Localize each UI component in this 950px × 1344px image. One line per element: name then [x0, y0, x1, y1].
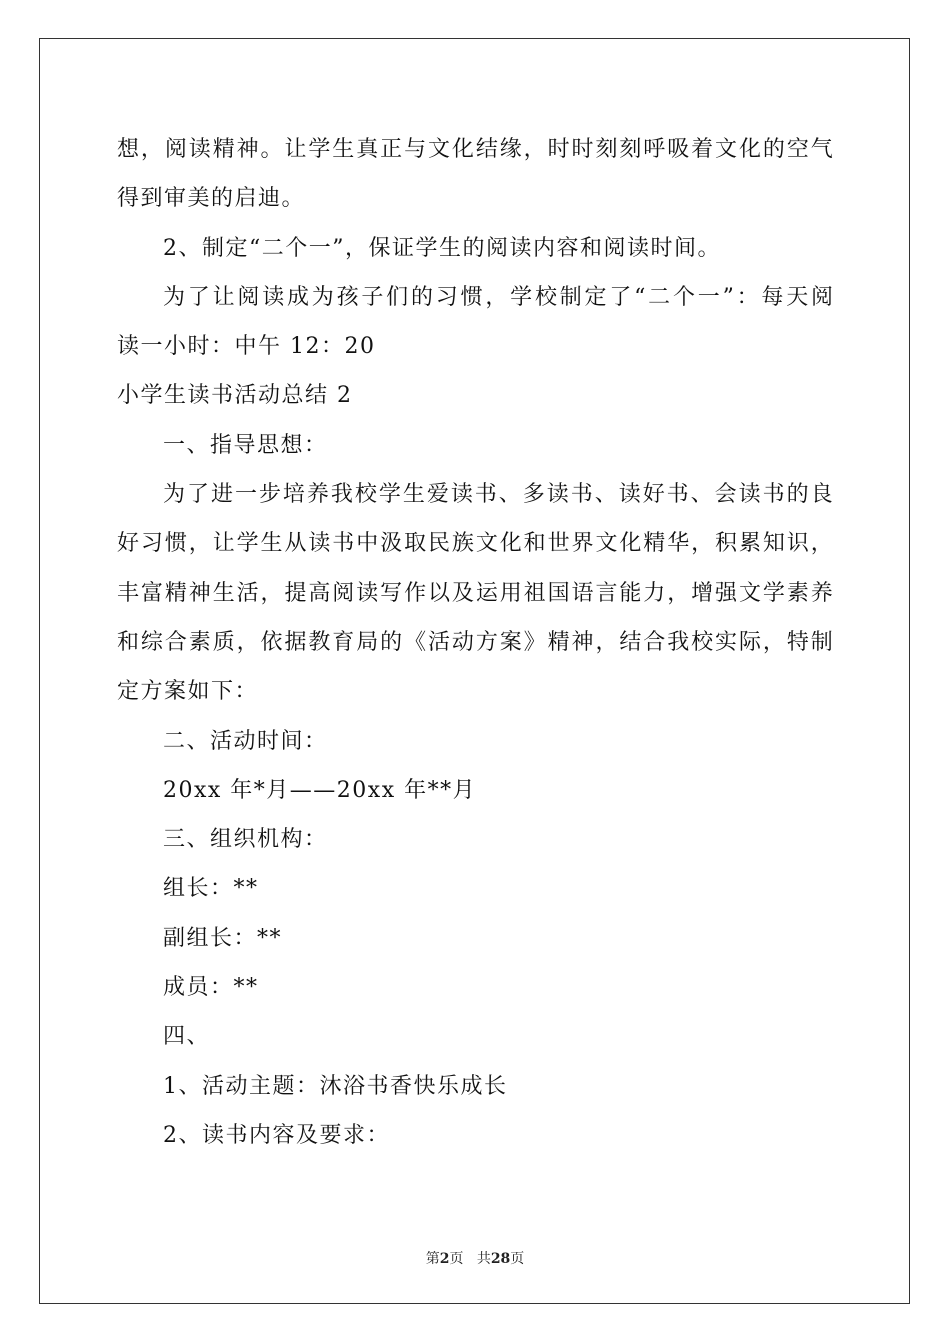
footer-total-pages: 28	[490, 1251, 511, 1267]
text-line: 1、活动主题：沐浴书香快乐成长	[163, 1073, 508, 1099]
text-line: 20xx 年*月——20xx 年**月	[163, 777, 477, 803]
footer-page-suffix: 页	[449, 1251, 464, 1267]
text-line: 为 了 进 一 步 培 养 我 校 学 生 爱 读 书 、 多 读 书 、 读 好 书 、 会 读 书 的 良	[163, 482, 833, 508]
text-line: 成员：**	[163, 975, 259, 1001]
text-line: 二、活动时间：	[163, 728, 328, 754]
text-line: 2、制定“二个一”，保证学生的阅读内容和阅读时间。	[163, 235, 721, 261]
footer-page-prefix: 第	[425, 1251, 440, 1267]
text-line: 定方案如下：	[117, 679, 259, 705]
text-line: 一、指导思想：	[163, 432, 328, 458]
text-line: 四、	[163, 1024, 211, 1050]
text-line: 得到审美的启迪。	[117, 186, 306, 212]
text-line: 为 了 让 阅 读 成 为 孩 子 们 的 习 惯 ， 学 校 制 定 了 “ 二 个 一 ” ： 每 天 阅	[163, 284, 833, 310]
text-line: 小学生读书活动总结 2	[117, 383, 353, 409]
footer-page-number: 2	[439, 1251, 450, 1267]
document-body	[117, 125, 833, 1160]
text-line: 三、组织机构：	[163, 827, 328, 853]
text-line: 副组长：**	[163, 925, 283, 951]
text-line: 好 习 惯 ， 让 学 生 从 读 书 中 汲 取 民 族 文 化 和 世 界 文 化 精 华 ， 积 累 知 识 ，	[117, 531, 833, 557]
page-footer	[0, 1248, 950, 1268]
text-line: 想 ， 阅 读 精 神 。 让 学 生 真 正 与 文 化 结 缘 ， 时 时 刻 刻 呼 吸 着 文 化 的 空 气	[117, 137, 833, 162]
text-line: 读一小时：中午 12：20	[117, 334, 376, 360]
footer-total-suffix: 页	[510, 1251, 525, 1267]
text-line: 和 综 合 素 质 ， 依 据 教 育 局 的 《 活 动 方 案 》 精 神 ， 结 合 我 校 实 际 ， 特 制	[117, 629, 833, 655]
text-line: 丰 富 精 神 生 活 ， 提 高 阅 读 写 作 以 及 运 用 祖 国 语 言 能 力 ， 增 强 文 学 素 养	[117, 580, 833, 606]
text-line: 组长：**	[163, 876, 259, 902]
text-line: 2、读书内容及要求：	[163, 1122, 390, 1148]
footer-total-prefix: 共	[476, 1251, 491, 1267]
